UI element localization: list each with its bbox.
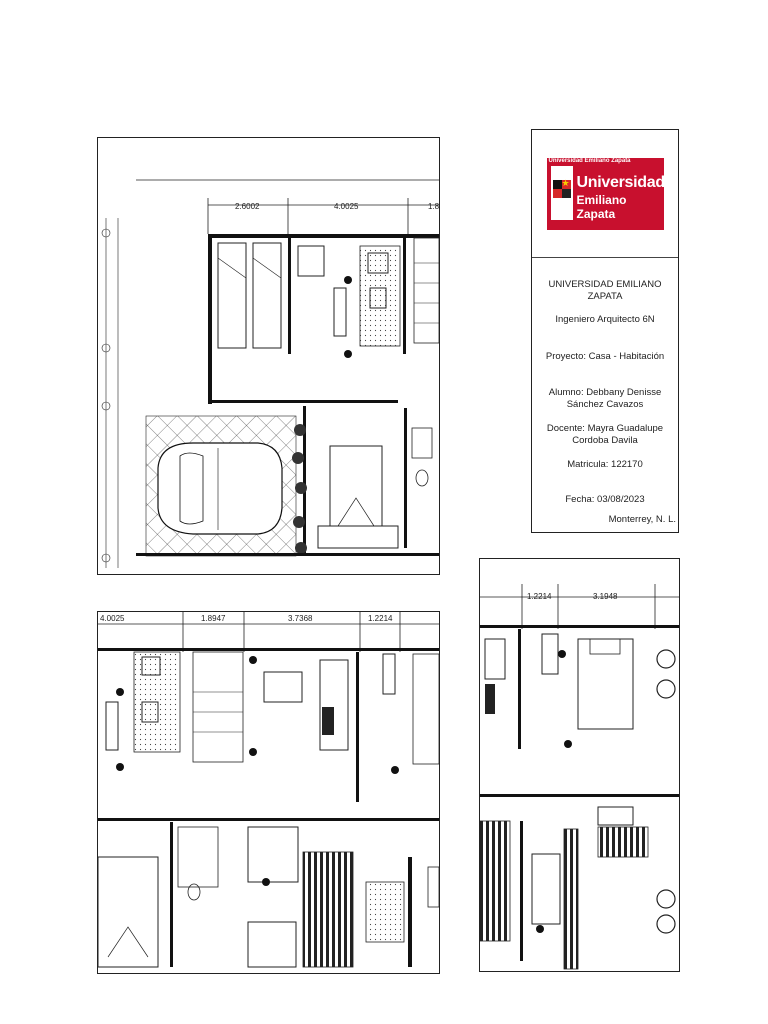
dim-top-3: 1.8 [428,202,439,211]
university-name: UNIVERSIDAD EMILIANO ZAPATA [548,279,662,302]
dim-bl-2: 1.8947 [201,614,226,623]
title-block [531,129,679,533]
location: Monterrey, N. L. [608,514,676,525]
upper-floor-plan-right [479,558,680,972]
logo-top-text: Universidad Emiliano Zapata [548,157,631,164]
logo-name-line1: Universidad [576,173,665,191]
date: Fecha: 03/08/2023 [565,494,645,505]
logo-name-line2: Emiliano Zapata [576,192,627,221]
logo-area [532,130,678,258]
dim-bl-3: 3.7368 [288,614,313,623]
upper-floor-drawing-left [98,612,439,973]
ground-floor-drawing [98,138,439,574]
crest-icon: ★ [551,166,573,220]
student: Alumno: Debbany Denisse Sánchez Cavazos [548,387,662,410]
ground-floor-plan [97,137,440,575]
teacher: Docente: Mayra Guadalupe Cordoba Davila [546,423,664,446]
project: Proyecto: Casa - Habitación [545,351,665,362]
program: Ingeniero Arquitecto 6N [555,314,655,325]
dim-bl-4: 1.2214 [368,614,393,623]
upper-floor-drawing-right [480,559,679,971]
dim-br-1: 1.2214 [527,592,552,601]
dim-br-2: 3.1948 [593,592,618,601]
dim-top-1: 2.6002 [235,202,260,211]
upper-floor-plan-left [97,611,440,974]
dim-top-2: 4.0025 [334,202,359,211]
student-id: Matricula: 122170 [567,459,643,470]
university-logo [547,158,664,230]
dim-bl-1: 4.0025 [100,614,125,623]
